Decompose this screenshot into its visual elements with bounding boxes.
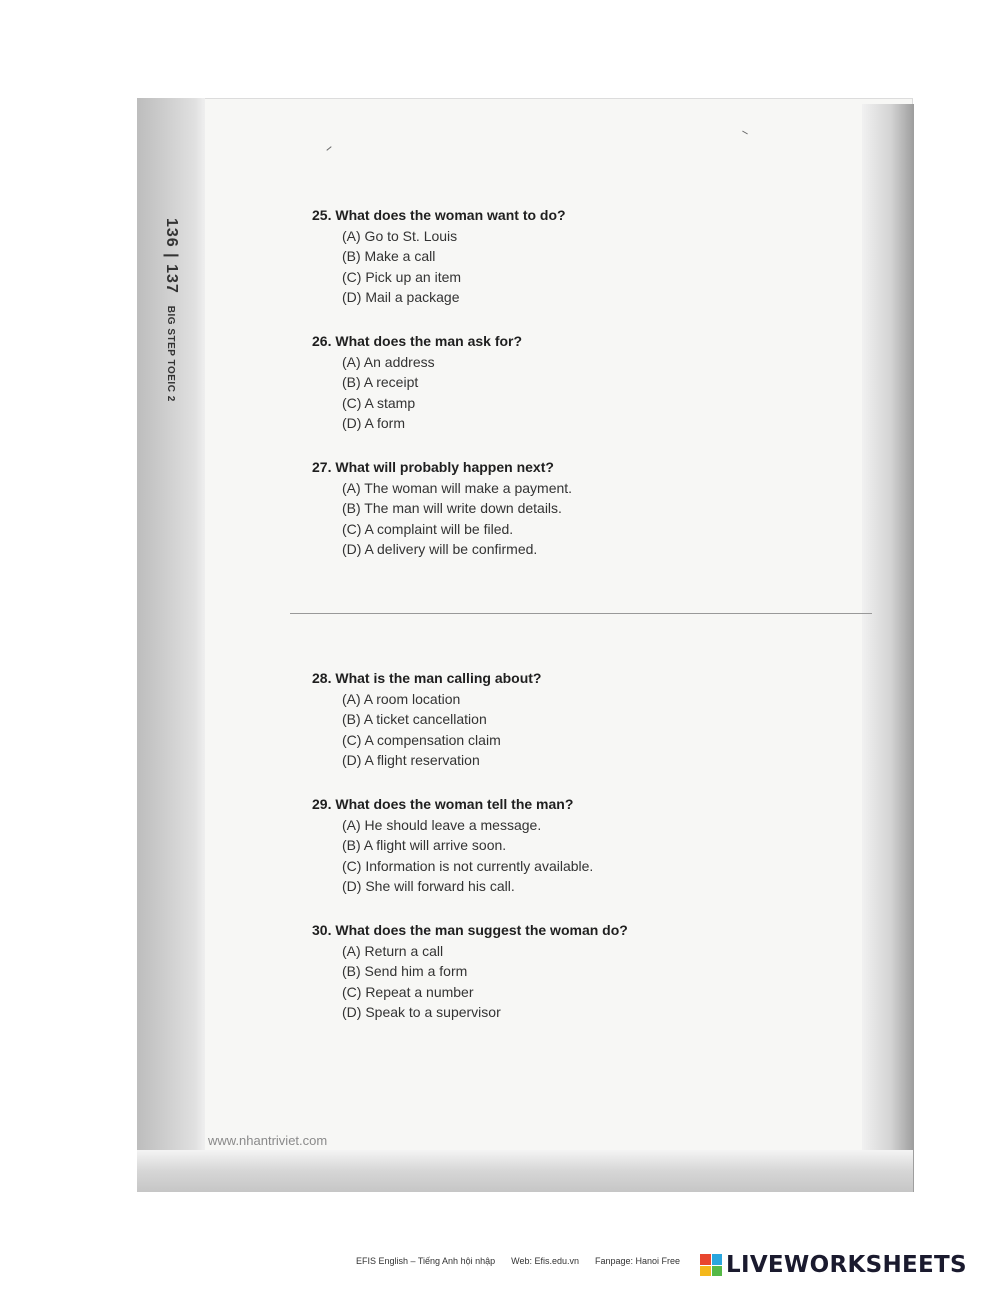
spine-label bbox=[146, 218, 196, 478]
question-number: 25. bbox=[312, 207, 332, 223]
footer-web: Web: Efis.edu.vn bbox=[511, 1256, 579, 1266]
question-26 bbox=[312, 333, 522, 437]
answer-option[interactable]: (D) A form bbox=[342, 415, 406, 432]
page-edge-shadow bbox=[862, 104, 914, 1192]
answer-option[interactable]: (D) Speak to a supervisor bbox=[342, 1004, 501, 1021]
answer-option[interactable]: (B) A receipt bbox=[342, 374, 419, 391]
answer-option[interactable]: (C) Information is not currently available. bbox=[342, 857, 594, 874]
question-27 bbox=[312, 459, 572, 563]
question-25 bbox=[312, 207, 566, 311]
answer-option[interactable]: (D) Mail a package bbox=[342, 289, 460, 306]
answer-option[interactable]: (C) Pick up an item bbox=[342, 268, 462, 285]
question-title bbox=[312, 207, 566, 223]
answer-option[interactable]: (B) Make a call bbox=[342, 248, 436, 265]
publisher-watermark: www.nhantriviet.com bbox=[208, 1133, 328, 1148]
answer-option[interactable]: (B) The man will write down details. bbox=[342, 500, 562, 517]
question-number: 28. bbox=[312, 670, 332, 686]
question-title bbox=[312, 796, 593, 812]
liveworksheets-logo-icon bbox=[700, 1254, 722, 1276]
page-footer bbox=[356, 1256, 680, 1266]
answer-option[interactable]: (B) Send him a form bbox=[342, 963, 468, 980]
question-text: What does the woman tell the man? bbox=[335, 796, 574, 812]
question-title bbox=[312, 670, 541, 686]
question-text: What does the woman want to do? bbox=[335, 207, 566, 223]
brand-name: LIVEWORKSHEETS bbox=[726, 1252, 967, 1278]
question-number: 27. bbox=[312, 459, 332, 475]
question-text: What will probably happen next? bbox=[335, 459, 554, 475]
answer-option[interactable]: (A) A room location bbox=[342, 691, 461, 707]
answer-option[interactable]: (A) Return a call bbox=[342, 943, 444, 959]
answer-option[interactable]: (B) A ticket cancellation bbox=[342, 711, 487, 728]
liveworksheets-brand[interactable] bbox=[700, 1252, 967, 1278]
answer-option[interactable]: (C) A stamp bbox=[342, 394, 416, 411]
answer-option[interactable]: (A) He should leave a message. bbox=[342, 817, 542, 833]
section-divider bbox=[290, 613, 872, 614]
answer-option[interactable]: (A) The woman will make a payment. bbox=[342, 480, 573, 496]
question-28 bbox=[312, 670, 541, 774]
answer-option[interactable]: (D) A flight reservation bbox=[342, 752, 480, 769]
question-text: What does the man ask for? bbox=[335, 333, 523, 349]
footer-org: EFIS English – Tiếng Anh hội nhập bbox=[356, 1256, 496, 1266]
answer-option[interactable]: (C) Repeat a number bbox=[342, 983, 474, 1000]
answer-option[interactable]: (B) A flight will arrive soon. bbox=[342, 837, 507, 854]
question-text: What does the man suggest the woman do? bbox=[335, 922, 628, 938]
question-number: 29. bbox=[312, 796, 332, 812]
answer-option[interactable]: (D) A delivery will be confirmed. bbox=[342, 541, 538, 558]
book-title: BIG STEP TOEIC 2 bbox=[165, 305, 177, 402]
question-title bbox=[312, 922, 628, 938]
answer-option[interactable]: (D) She will forward his call. bbox=[342, 878, 515, 895]
question-29 bbox=[312, 796, 593, 900]
question-text: What is the man calling about? bbox=[335, 670, 542, 686]
answer-option[interactable]: (C) A compensation claim bbox=[342, 731, 501, 748]
bottom-shadow bbox=[137, 1150, 913, 1192]
question-30 bbox=[312, 922, 628, 1026]
question-number: 26. bbox=[312, 333, 332, 349]
question-title bbox=[312, 333, 522, 349]
question-title bbox=[312, 459, 572, 475]
answer-option[interactable]: (C) A complaint will be filed. bbox=[342, 520, 514, 537]
answer-option[interactable]: (A) An address bbox=[342, 354, 435, 370]
footer-fanpage: Fanpage: Hanoi Free bbox=[594, 1256, 681, 1266]
question-number: 30. bbox=[312, 922, 332, 938]
answer-option[interactable]: (A) Go to St. Louis bbox=[342, 228, 458, 244]
page-numbers: 136 | 137 bbox=[163, 218, 180, 294]
